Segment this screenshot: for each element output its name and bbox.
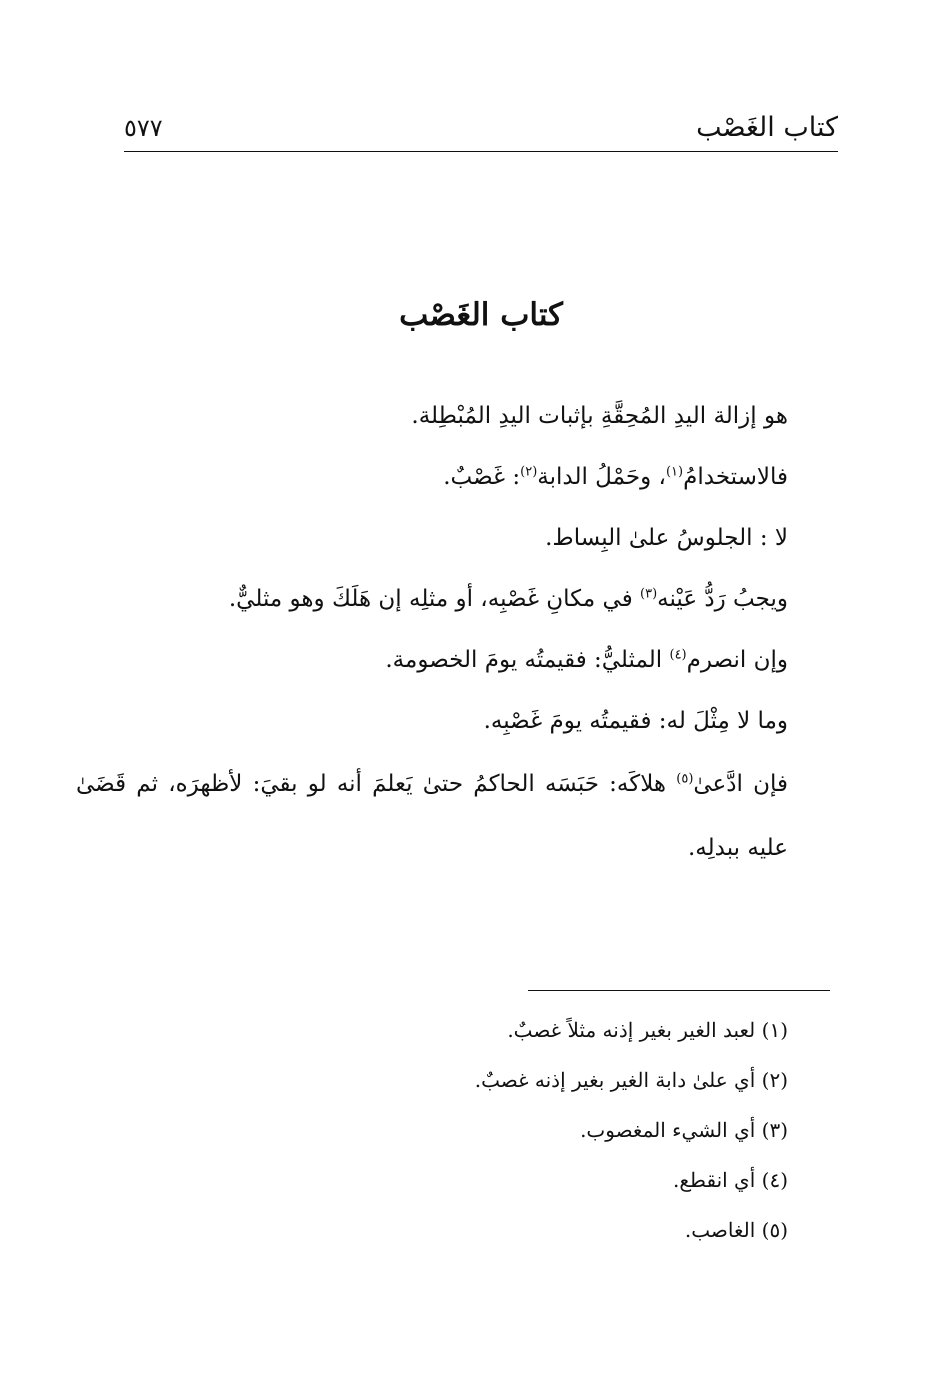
footnote-rule <box>528 990 830 991</box>
paragraph-text: ، وحَمْلُ الدابة <box>537 464 666 490</box>
paragraph-text: هلاكَه: حَبَسَه الحاكمُ حتىٰ يَعلمَ أنه لو بقيَ: لأظهرَه، ثم قَضَىٰ عليه ببدلِه. <box>76 771 788 861</box>
footnote-item: (٢) أي علىٰ دابة الغير بغير إذنه غصبٌ. <box>474 1068 788 1092</box>
paragraph-value: وما لا مِثْلَ له: فقيمتُه يومَ غَصْبِه. <box>483 708 788 734</box>
paragraph-exception: لا : الجلوسُ علىٰ البِساط. <box>545 525 788 551</box>
footnote-marker: (٥) <box>676 771 694 787</box>
paragraph-text: المثليُّ: فقيمتُه يومَ الخصومة. <box>385 647 670 673</box>
page-number: ٥٧٧ <box>124 114 163 142</box>
footnotes <box>228 1005 788 1255</box>
footnote-marker: (١) <box>665 464 684 480</box>
paragraph-return <box>124 569 788 630</box>
paragraph-text: فإن ادَّعىٰ <box>693 771 789 797</box>
paragraph-text: في مكانِ غَصْبِه، أو مثلِه إن هَلَكَ وهو مثليٌّ. <box>228 586 640 612</box>
footnote-item: (٣) أي الشيء المغصوب. <box>580 1118 788 1142</box>
footnote-marker: (٤) <box>669 647 687 663</box>
footnote-marker: (٢) <box>520 464 538 480</box>
paragraph-examples <box>124 447 788 508</box>
footnote-item: (٥) الغاصب. <box>684 1218 788 1242</box>
paragraph-text: فالاستخدامُ <box>683 464 788 490</box>
paragraph-text: ويجبُ رَدُّ عَيْنه <box>657 586 788 612</box>
running-header <box>124 108 838 148</box>
footnote-marker: (٣) <box>640 586 658 602</box>
paragraph-text: وإن انصرم <box>686 647 788 673</box>
footnote-item: (٤) أي انقطع. <box>673 1168 788 1192</box>
paragraph-definition: هو إزالة اليدِ المُحِقَّةِ بإثبات اليدِ المُبْطِلة. <box>411 403 788 429</box>
header-rule <box>124 151 838 152</box>
running-header-title: كتاب الغَصْب <box>696 112 838 143</box>
body-text <box>124 386 788 752</box>
paragraph-ceased <box>124 630 788 691</box>
paragraph-text: : غَصْبٌ. <box>443 464 521 490</box>
chapter-title: كتاب الغَصْب <box>399 297 563 333</box>
footnote-item: (١) لعبد الغير بغير إذنه مثلاً غصبٌ. <box>507 1018 788 1042</box>
paragraph-claim <box>76 752 788 880</box>
